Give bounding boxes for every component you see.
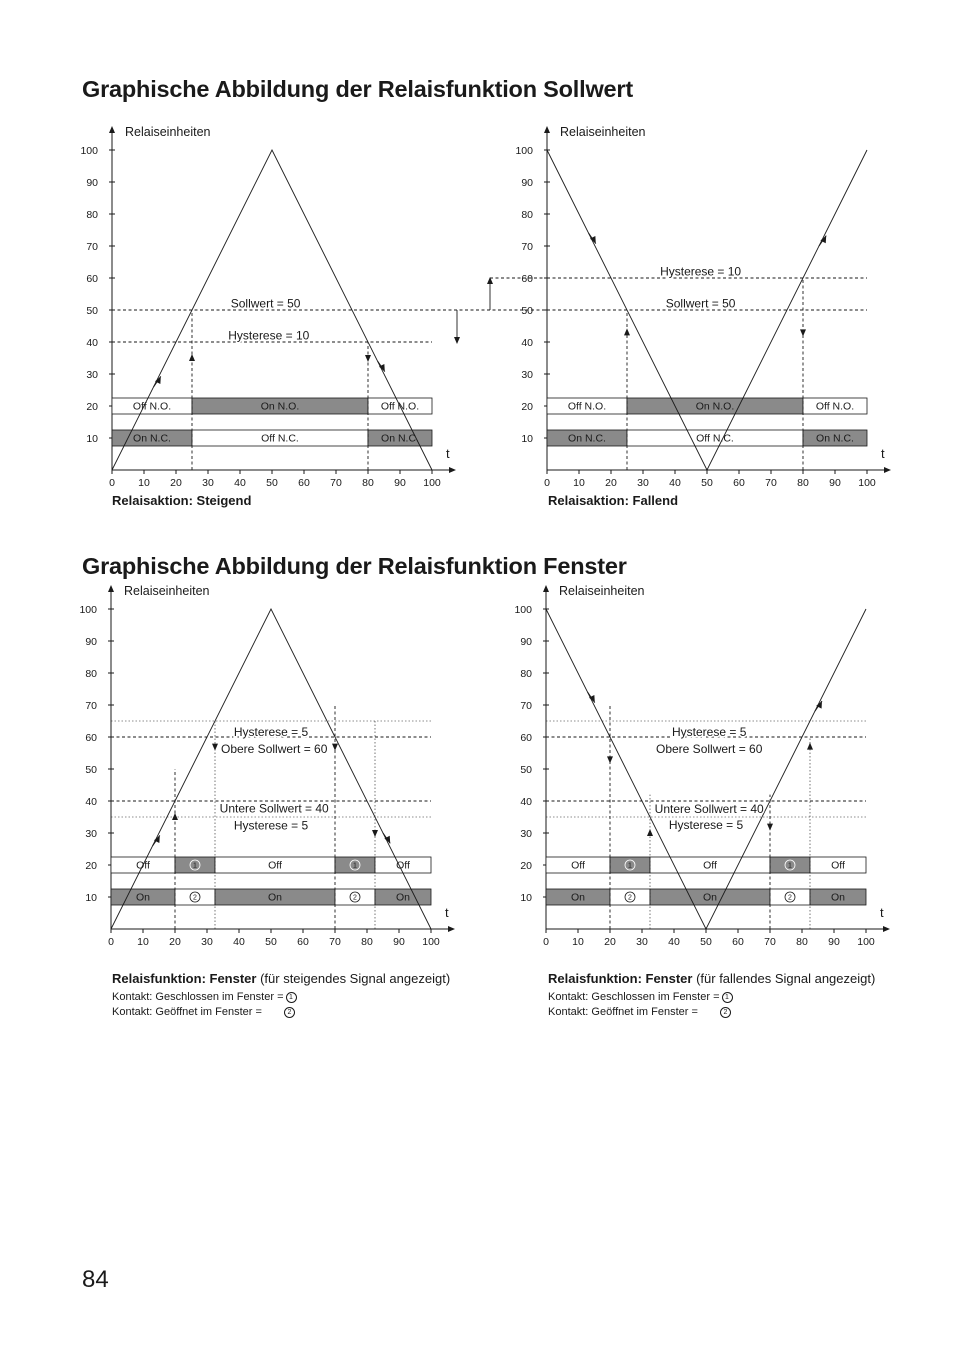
contact-symbol-label: 1 [193,862,197,870]
switch-arrow-icon [212,744,218,751]
x-tick-label: 10 [138,477,150,489]
switch-arrow-icon [800,329,806,336]
relay-state-label: On N.C. [568,432,606,445]
t-axis-label: t [881,446,885,461]
switch-arrow-icon [807,743,813,750]
relay-state-label: Off N.C. [696,432,734,445]
contact-symbol-label: 1 [788,862,792,870]
caption-fenster-steigend-bold: Relaisfunktion: Fenster [112,971,257,986]
caption-fenster-steigend [112,971,450,986]
y-tick-label: 60 [85,732,97,744]
y-axis-label: Relaiseinheiten [559,584,645,598]
x-tick-label: 60 [298,477,310,489]
contact-symbol-label: 1 [353,862,357,870]
x-tick-label: 60 [297,936,309,948]
x-tick-label: 40 [234,477,246,489]
x-tick-label: 70 [764,936,776,948]
caption-fenster-fallend-rest: (für fallendes Signal angezeigt) [692,971,876,986]
x-tick-label: 50 [266,477,278,489]
y-tick-label: 70 [85,700,97,712]
x-tick-label: 100 [423,477,441,489]
switch-arrow-icon [607,756,613,763]
relay-state-label: Off N.O. [132,400,172,413]
caption-fenster-fallend-bold: Relaisfunktion: Fenster [548,971,693,986]
y-tick-label: 30 [521,369,533,381]
contact-symbol-label: 2 [788,894,792,902]
annotation-label: Hysterese = 5 [233,818,309,833]
y-tick-label: 30 [85,828,97,840]
diagram-fenster-steigend [79,584,455,948]
y-tick-label: 70 [86,241,98,253]
caption-fenster-steigend-rest: (für steigendes Signal angezeigt) [256,971,451,986]
x-tick-label: 100 [858,477,876,489]
x-tick-label: 30 [202,477,214,489]
annotation-label: Hysterese = 10 [228,328,310,343]
y-tick-label: 100 [514,604,532,616]
y-tick-label: 50 [85,764,97,776]
relay-state-label: On N.C. [816,432,854,445]
contact-symbol-label: 2 [193,894,197,902]
annotation-label: Untere Sollwert = 40 [654,802,764,816]
x-tick-label: 30 [201,936,213,948]
switch-arrow-icon [647,829,653,836]
contact-symbol-label: 1 [628,862,632,870]
signal-line [111,609,431,929]
x-axis-arrow-icon [449,467,456,473]
y-tick-label: 90 [85,636,97,648]
annotation-label: Hysterese = 5 [668,818,744,832]
y-tick-label: 50 [521,305,533,317]
contact-symbol-label: 2 [628,894,632,902]
x-tick-label: 100 [857,936,875,948]
x-tick-label: 70 [765,477,777,489]
y-axis-label: Relaiseinheiten [124,584,210,598]
x-tick-label: 70 [329,936,341,948]
switch-arrow-icon [172,813,178,820]
x-tick-label: 10 [572,936,584,948]
x-tick-label: 10 [573,477,585,489]
x-tick-label: 20 [604,936,616,948]
y-tick-label: 10 [520,892,532,904]
signal-line [546,609,866,929]
relay-state-label: Off [571,859,585,872]
title-sollwert: Graphische Abbildung der Relaisfunktion Sollwert [82,76,633,102]
contact-symbol-1-icon: 1 [286,992,297,1003]
x-axis-arrow-icon [883,926,890,932]
y-axis-label: Relaiseinheiten [125,125,211,139]
relay-state-label: Off [831,859,845,872]
x-tick-label: 80 [362,477,374,489]
caption-fallend [548,493,678,508]
y-tick-label: 70 [521,241,533,253]
relay-state-label: On [135,891,151,904]
y-axis-arrow-icon [543,585,549,592]
relay-state-label: On N.C. [381,432,419,445]
x-tick-label: 30 [637,477,649,489]
caption-fenster-fallend [548,971,875,986]
kontakt-geoeffnet-label: Kontakt: Geöffnet im Fenster = [112,1006,262,1018]
connector-arrow-down-icon [454,337,460,344]
relay-state-label: Off N.O. [815,400,855,413]
y-tick-label: 40 [86,337,98,349]
diagram-fallend [515,125,891,489]
x-tick-label: 40 [233,936,245,948]
relay-state-label: Off [703,859,717,872]
y-axis-arrow-icon [544,126,550,133]
x-tick-label: 20 [605,477,617,489]
switch-arrow-icon [372,830,378,837]
relay-state-label: On N.O. [260,400,300,413]
annotation-label: Hysterese = 10 [660,264,742,279]
y-tick-label: 100 [80,145,98,157]
y-tick-label: 50 [520,764,532,776]
x-tick-label: 90 [394,477,406,489]
contact-symbol-2-icon: 2 [720,1007,731,1018]
y-tick-label: 50 [86,305,98,317]
y-tick-label: 20 [86,401,98,413]
x-tick-label: 30 [636,936,648,948]
diagram-steigend [80,125,456,489]
relay-state-label: On [702,891,718,904]
kontakt-geoeffnet-label: Kontakt: Geöffnet im Fenster = [548,1006,698,1018]
x-axis-arrow-icon [448,926,455,932]
y-tick-label: 40 [85,796,97,808]
y-tick-label: 100 [79,604,97,616]
relay-state-label: Off N.O. [380,400,420,413]
x-tick-label: 50 [265,936,277,948]
y-axis-label: Relaiseinheiten [560,125,646,139]
x-tick-label: 20 [169,936,181,948]
y-tick-label: 60 [86,273,98,285]
contact-symbol-1-icon: 1 [722,992,733,1003]
x-tick-label: 50 [701,477,713,489]
y-tick-label: 60 [520,732,532,744]
x-tick-label: 0 [108,936,114,948]
x-tick-label: 100 [422,936,440,948]
y-tick-label: 20 [520,860,532,872]
switch-arrow-icon [332,744,338,751]
contact-symbol-2-icon: 2 [284,1007,295,1018]
switch-arrow-icon [189,354,195,361]
y-tick-label: 20 [521,401,533,413]
relay-state-label: Off [396,859,410,872]
annotation-label: Untere Sollwert = 40 [219,801,329,816]
x-tick-label: 0 [109,477,115,489]
y-tick-label: 10 [86,433,98,445]
x-tick-label: 0 [544,477,550,489]
y-tick-label: 30 [86,369,98,381]
x-axis-arrow-icon [884,467,891,473]
relay-state-label: On N.O. [695,400,735,413]
x-tick-label: 40 [669,477,681,489]
t-axis-label: t [880,905,884,920]
kontakt-legend-left [112,990,297,1020]
relay-state-label: Off [268,859,282,872]
annotation-label: Hysterese = 5 [233,725,309,740]
kontakt-legend-right [548,990,733,1020]
switch-arrow-icon [624,328,630,335]
switch-arrow-icon [365,355,371,362]
x-tick-label: 80 [797,477,809,489]
y-tick-label: 80 [521,209,533,221]
y-tick-label: 80 [86,209,98,221]
switch-arrow-icon [767,824,773,831]
x-tick-label: 10 [137,936,149,948]
x-tick-label: 80 [361,936,373,948]
y-tick-label: 10 [85,892,97,904]
x-tick-label: 90 [829,477,841,489]
y-tick-label: 100 [515,145,533,157]
kontakt-geschlossen-label: Kontakt: Geschlossen im Fenster = [112,991,284,1003]
y-axis-arrow-icon [109,126,115,133]
y-tick-label: 90 [520,636,532,648]
y-tick-label: 70 [520,700,532,712]
x-tick-label: 90 [393,936,405,948]
y-tick-label: 20 [85,860,97,872]
x-tick-label: 40 [668,936,680,948]
annotation-label: Obere Sollwert = 60 [656,741,763,756]
contact-symbol-label: 2 [353,894,357,902]
y-tick-label: 80 [520,668,532,680]
x-tick-label: 80 [796,936,808,948]
page-number: 84 [82,1266,109,1293]
y-tick-label: 80 [85,668,97,680]
annotation-label: Hysterese = 5 [672,725,747,740]
relay-state-label: Off N.C. [261,432,299,445]
relay-state-label: On N.C. [133,432,171,445]
relay-state-label: On [830,891,846,904]
annotation-label: Sollwert = 50 [665,296,736,311]
annotation-label: Sollwert = 50 [230,296,301,311]
x-tick-label: 50 [700,936,712,948]
y-tick-label: 40 [521,337,533,349]
relay-state-label: Off N.O. [567,400,607,413]
relay-state-label: On [570,891,586,904]
y-tick-label: 30 [520,828,532,840]
relay-state-label: On [267,891,283,904]
y-axis-arrow-icon [108,585,114,592]
y-tick-label: 10 [521,433,533,445]
t-axis-label: t [446,446,450,461]
annotation-label: Obere Sollwert = 60 [221,741,328,756]
caption-steigend-bold: Relaisaktion: Steigend [112,493,252,508]
caption-fallend-bold: Relaisaktion: Fallend [548,493,679,508]
x-tick-label: 90 [828,936,840,948]
y-tick-label: 60 [521,273,533,285]
y-tick-label: 90 [86,177,98,189]
kontakt-geschlossen-label: Kontakt: Geschlossen im Fenster = [548,991,720,1003]
t-axis-label: t [445,905,449,920]
y-tick-label: 90 [521,177,533,189]
x-tick-label: 70 [330,477,342,489]
relay-state-label: Off [136,859,150,872]
relay-state-label: On [395,891,411,904]
x-tick-label: 60 [732,936,744,948]
diagram-fenster-fallend [514,584,890,948]
x-tick-label: 0 [543,936,549,948]
x-tick-label: 20 [170,477,182,489]
caption-steigend [112,493,251,508]
y-tick-label: 40 [520,796,532,808]
x-tick-label: 60 [733,477,745,489]
title-fenster: Graphische Abbildung der Relaisfunktion Fenster [82,553,627,579]
